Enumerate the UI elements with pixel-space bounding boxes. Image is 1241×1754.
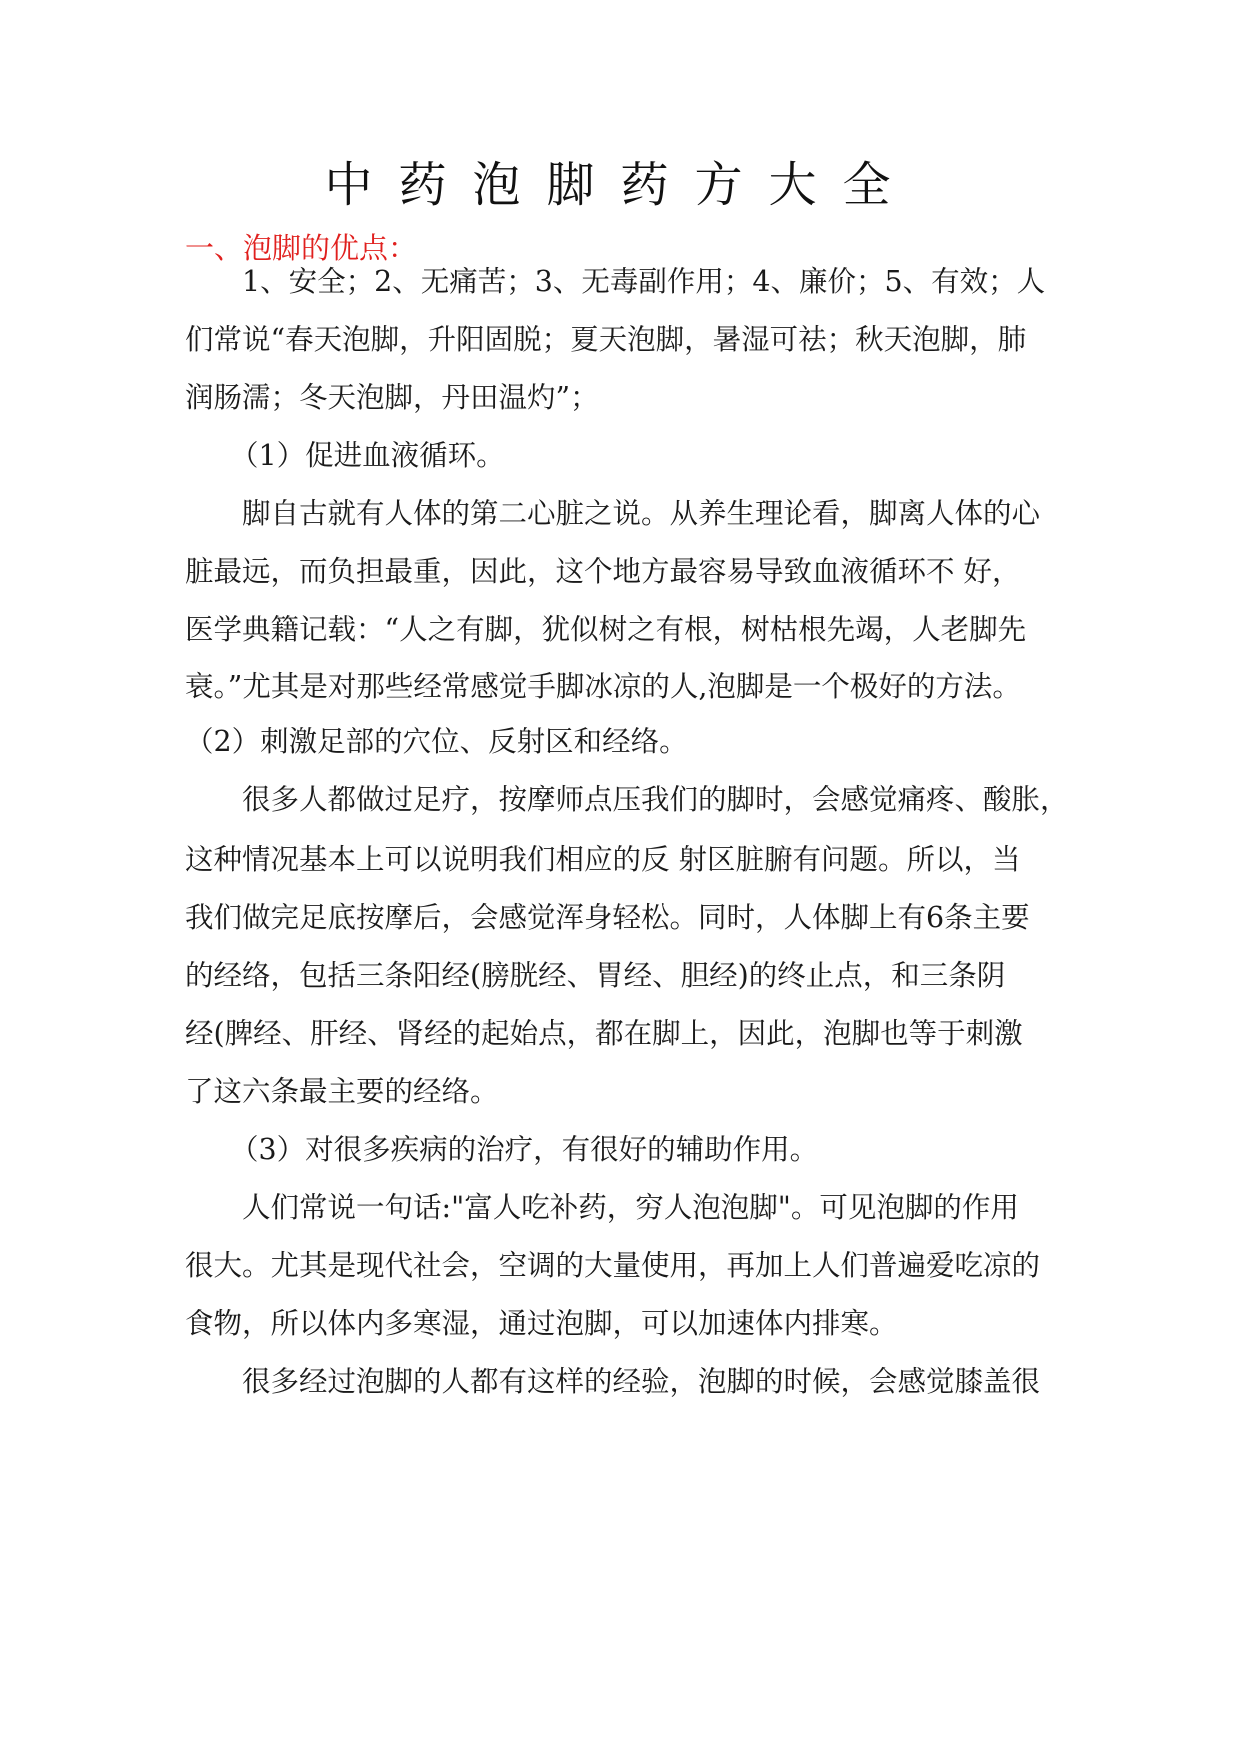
text-line-15: 了这六条最主要的经络。: [185, 1075, 499, 1108]
text-line-9: （2）刺激足部的穴位、反射区和经络。: [185, 725, 688, 758]
text-line-17: 人们常说一句话:"富人吃补药，穷人泡泡脚"。可见泡脚的作用: [242, 1191, 1019, 1224]
text-line-10: 很多人都做过足疗，按摩师点压我们的脚时，会感觉痛疼、酸胀，: [242, 783, 1069, 816]
text-line-3: 润肠濡；冬天泡脚，丹田温灼”；: [185, 381, 599, 414]
text-line-14: 经(脾经、肝经、肾经的起始点，都在脚上，因此，泡脚也等于刺激: [185, 1017, 1023, 1050]
text-line-19: 食物，所以体内多寒湿，通过泡脚，可以加速体内排寒。: [185, 1307, 898, 1340]
text-line-18: 很大。尤其是现代社会，空调的大量使用，再加上人们普遍爱吃凉的: [185, 1249, 1041, 1282]
text-line-8: 衰。”尤其是对那些经常感觉手脚冰凉的人,泡脚是一个极好的方法。: [185, 670, 1021, 703]
text-line-6: 脏最远，而负担最重，因此，这个地方最容易导致血液循环不 好，: [185, 555, 1021, 588]
text-line-5: 脚自古就有人体的第二心脏之说。从养生理论看，脚离人体的心: [242, 497, 1041, 530]
text-line-13: 的经络，包括三条阳经(膀胱经、胃经、胆经)的终止点，和三条阴: [185, 959, 1006, 992]
text-line-7: 医学典籍记载：“人之有脚，犹似树之有根，树枯根先竭，人老脚先: [185, 613, 1027, 646]
text-line-2: 们常说“春天泡脚，升阳固脱；夏天泡脚，暑湿可祛；秋天泡脚，肺: [185, 323, 1027, 356]
document-title: 中药泡脚药方大全: [324, 157, 917, 213]
text-line-20: 很多经过泡脚的人都有这样的经验，泡脚的时候，会感觉膝盖很: [242, 1365, 1041, 1398]
text-line-16: （3）对很多疾病的治疗，有很好的辅助作用。: [230, 1133, 819, 1166]
text-line-1: 1、安全；2、无痛苦；3、无毒副作用；4、廉价；5、有效；人: [242, 265, 1046, 298]
text-line-11: 这种情况基本上可以说明我们相应的反 射区脏腑有问题。所以，当: [185, 843, 1021, 876]
text-line-12: 我们做完足底按摩后，会感觉浑身轻松。同时，人体脚上有6条主要: [185, 901, 1030, 934]
text-line-4: （1）促进血液循环。: [230, 439, 505, 472]
section-heading: 一、泡脚的优点：: [185, 231, 418, 265]
